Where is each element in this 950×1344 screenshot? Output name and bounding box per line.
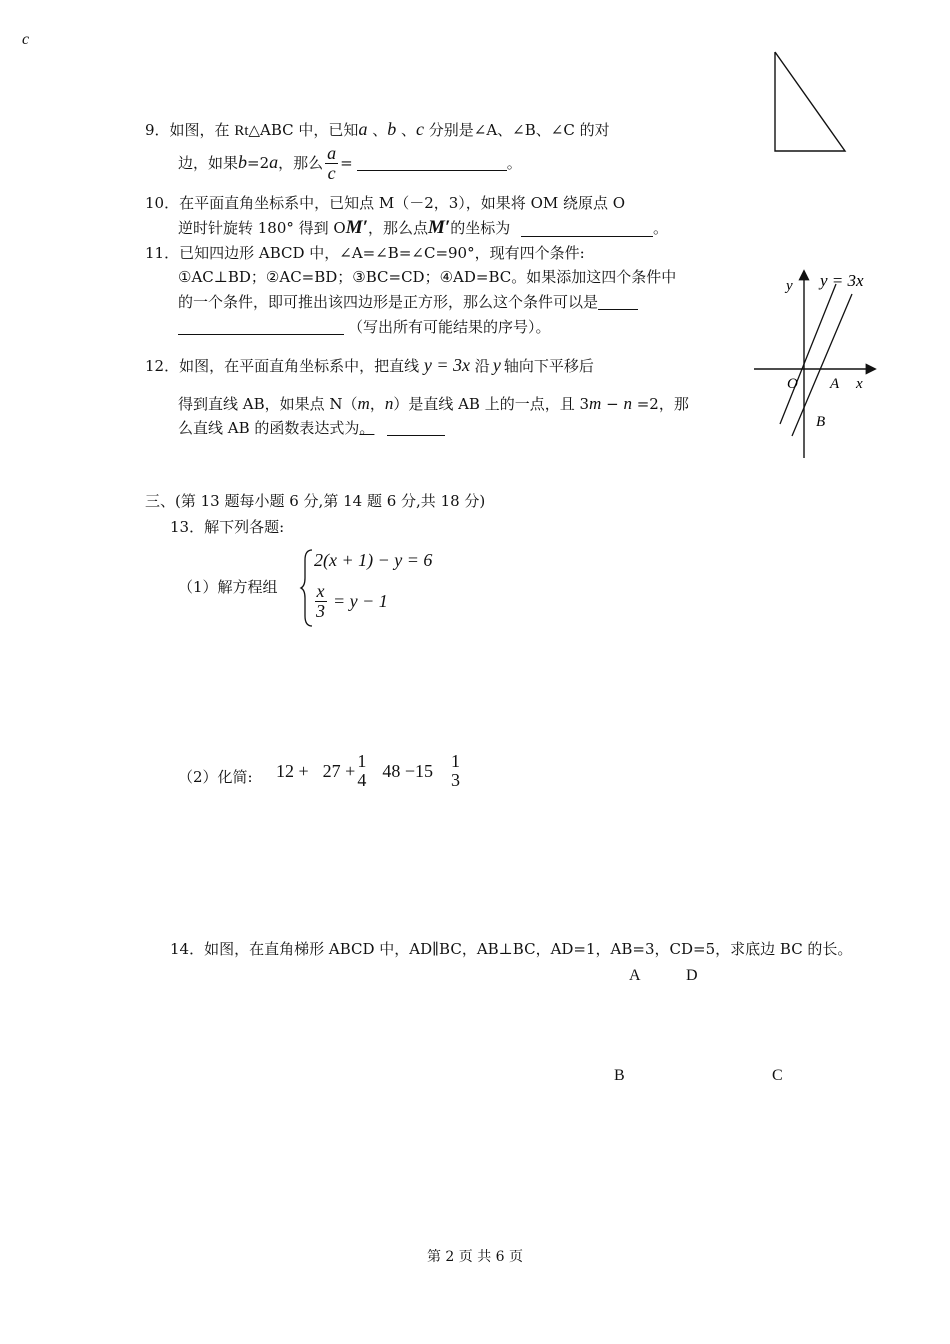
trapezoid-vertex-b: B [614, 1067, 625, 1084]
page-footer: 第 2 页 共 6 页 [426, 1249, 524, 1265]
line-y-3x [780, 284, 836, 424]
corner-mark: c [22, 31, 30, 48]
trapezoid-vertex-a: A [629, 967, 641, 984]
right-triangle-figure [770, 48, 860, 158]
answer-blank-9[interactable] [357, 156, 507, 171]
question-13-title: 13．解下列各题: [170, 518, 285, 536]
question-10-line-1: 10．在平面直角坐标系中，已知点 M（－2，3），如果将 OM 绕原点 O [145, 194, 626, 212]
question-9-line-2: 边，如果 b =2 a ，那么 $\frac{a}{c}$ = 。 [178, 143, 522, 183]
question-11-line-3: 的一个条件，即可推出该四边形是正方形，那么这个条件可以是 [178, 295, 638, 310]
fraction-x-over-3: $\frac{x}{3}$ [316, 581, 325, 621]
section-3-title: 三、(第 13 题每小题 6 分,第 14 题 6 分,共 18 分) [145, 492, 486, 510]
simplify-expression: 12 + 27 + 1 4 48 −15 1 3 [276, 751, 460, 790]
question-12-line-1: 12．如图，在平面直角坐标系中，把直线 y = 3x 沿 y 轴向下平移后 [145, 355, 594, 375]
graph-b-label: B [816, 414, 826, 430]
fraction-a-over-c: $\frac{a}{c}$ [327, 143, 337, 183]
graph-line-label: y = 3x [820, 271, 864, 290]
system-equation-1: 2(x + 1) − y = 6 [314, 550, 433, 570]
trapezoid-vertex-d: D [686, 967, 698, 984]
question-11-line-2: ①AC⊥BD；②AC=BD；③BC=CD；④AD=BC。如果添加这四个条件中 [178, 268, 677, 286]
question-11-line-1: 11．已知四边形 ABCD 中，∠A=∠B=∠C=90°，现有四个条件: [145, 244, 585, 262]
question-10-line-2: 逆时针旋转 180° 得到 OM′，那么点M′的坐标为 。 [178, 217, 669, 238]
part-1-label: （1）解方程组 [178, 578, 278, 596]
trapezoid-vertex-c: C [772, 1067, 783, 1084]
question-12-line-2: 得到直线 AB，如果点 N（m，n）是直线 AB 上的一点，且 3m − n =2，那 [178, 394, 689, 413]
system-equation-2: $\frac{x}{3}$ = y − 1 [316, 581, 388, 621]
question-14-text: 14．如图，在直角梯形 ABCD 中，AD∥BC，AB⊥BC，AD=1，AB=3，CD=5，求底边 BC 的长。 [170, 940, 853, 958]
graph-x-label: x [856, 376, 863, 392]
graph-origin-label: O [787, 376, 798, 392]
coordinate-graph [750, 264, 890, 464]
answer-blank-11a[interactable] [598, 295, 638, 310]
question-11-line-4: （写出所有可能结果的序号）。 [178, 320, 551, 335]
answer-blank-12[interactable] [387, 421, 445, 436]
graph-y-label: y [786, 278, 793, 294]
answer-blank-11b[interactable] [178, 320, 344, 335]
answer-blank-10[interactable] [521, 222, 653, 237]
question-9-line-1: 9．如图，在 Rt△ABC 中，已知a 、b 、c 分别是∠A、∠B、∠C 的对 [145, 119, 610, 139]
triangle-outline [775, 52, 845, 151]
question-12-line-3: 么直线 AB 的函数表达式为。 [178, 421, 445, 436]
graph-a-label: A [830, 376, 840, 392]
part-2-label: （2）化简: [178, 768, 253, 786]
